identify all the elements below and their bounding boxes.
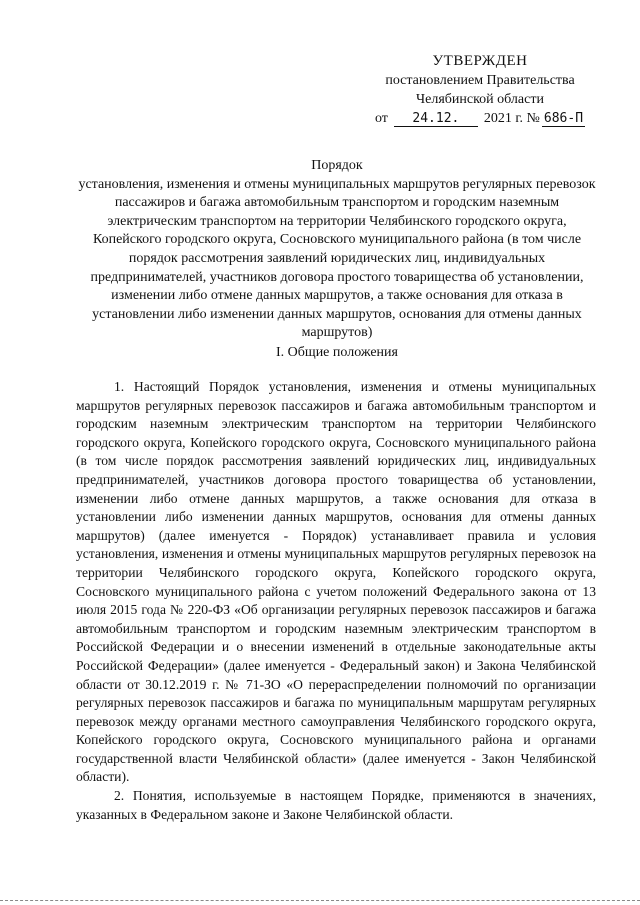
- approval-year-text: 2021 г. №: [483, 111, 540, 126]
- approval-line-1: постановлением Правительства: [385, 73, 575, 88]
- section-heading: I. Общие положения: [276, 345, 398, 360]
- paragraph-2: 2. Понятия, используемые в настоящем Порядке, применяются в значениях, указанных в Федеральном законе и Законе Челябинской области.: [76, 788, 596, 822]
- document-title: [72, 157, 602, 343]
- approval-from-label: от: [374, 111, 388, 126]
- approval-heading: УТВЕРЖДЕН: [432, 53, 528, 69]
- approval-date-line: [360, 109, 600, 128]
- document-body: [76, 378, 596, 824]
- approval-date: 24.12.: [394, 111, 478, 127]
- paragraph-1: 1. Настоящий Порядок установления, изменения и отмены муниципальных маршрутов регулярных перевозок пассажиров и багажа автомобильным транспортом и городским наземным электрическим транспортом на территории Челябинского городского округа, Копейского городского округа, Сосновского муниципального района (в том числе порядок рассмотрения заявлений юридических лиц, индивидуальных предпринимателей, участников договора простого товарищества об установлении, изменении либо отмене данных маршрутов, а также основания для отказа в установлении либо изменении данных маршрутов, основания для отмены данных маршрутов) (далее именуется - Порядок) устанавливает правила и условия установления, изменения и отмены муниципальных маршрутов регулярных перевозок на территории Челябинского городского округа, Копейского городского округа, Сосновского муниципального района с учетом положений Федерального закона от 13 июля 2015 года № 220-ФЗ «Об организации регулярных перевозок пассажиров и багажа автомобильным транспортом и городским наземным электрическим транспортом в Российской Федерации и о внесении изменений в отдельные законодательные акты Российской Федерации» (далее именуется - Федеральный закон) и Закона Челябинской области от 30.12.2019 г. № 71-ЗО «О перераспределении полномочий по организации регулярных перевозок пассажиров и багажа по муниципальным маршрутам регулярных перевозок между органами местного самоуправления Челябинского городского округа, Копейского городского округа, Сосновского муниципального района и органами государственной власти Челябинской области» (далее именуется - Закон Челябинской области).: [76, 379, 596, 785]
- title-text: установления, изменения и отмены муниципальных маршрутов регулярных перевозок пассажиров и багажа автомобильным транспортом и городским наземным электрическим транспортом на территории Челябинского городского округа, Копейского городского округа, Сосновского муниципального района (в том числе порядок рассмотрения заявлений юридических лиц, индивидуальных предпринимателей, участников договора простого товарищества об установлении, изменении либо отмене данных маршрутов, а также основания для отказа в установлении либо изменении данных маршрутов, основания для отмены данных маршрутов): [78, 176, 596, 341]
- approval-number: 686-П: [543, 111, 584, 126]
- page-edge-divider: [0, 900, 640, 902]
- approval-line-2: Челябинской области: [416, 92, 544, 107]
- approval-stamp: [360, 52, 600, 128]
- title-heading: Порядок: [311, 158, 363, 173]
